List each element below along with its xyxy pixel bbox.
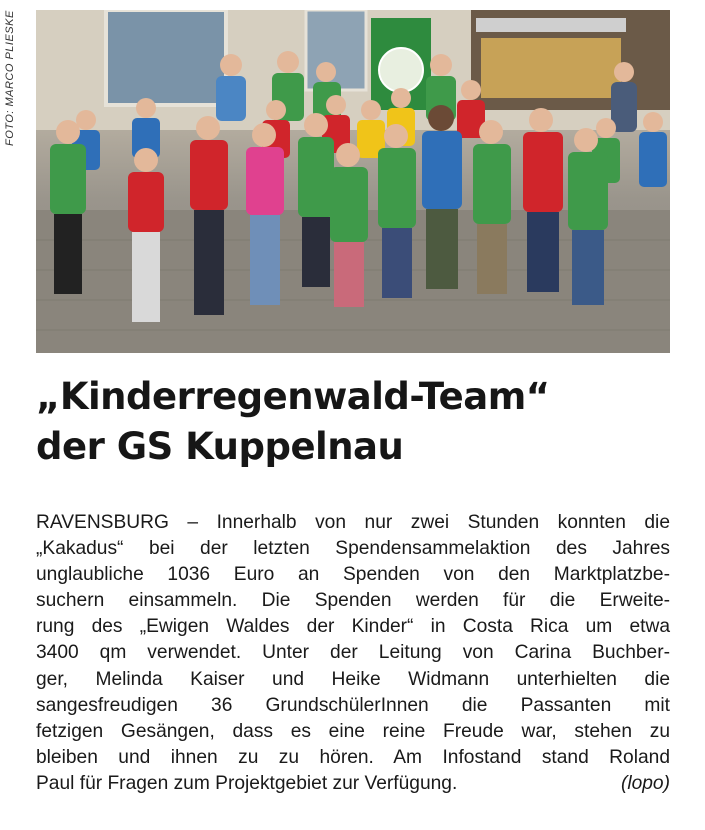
photo-credit: FOTO: MARCO PLIESKE [4,10,16,146]
headline-line-1: „Kinderregenwald-Team“ [36,375,550,418]
article-line: „Kakadus“ bei der letzten Spendensammelaktion des Jahres [36,538,670,560]
headline-line-2: der GS Kuppelnau [36,425,404,468]
article-line: fetzigen Gesängen, dass es eine reine Freude war, stehen zu [36,720,670,742]
article-line: RAVENSBURG – Innerhalb von nur zwei Stunden konnten die [36,512,670,533]
author-signoff: (lopo) [620,772,670,794]
article-line: suchern einsammeln. Die Spenden werden für die Erweite- [36,590,670,612]
article-body [36,510,670,797]
article-line: bleiben und ihnen zu zu hören. Am Infostand stand Roland [36,746,670,768]
group-photo [36,10,670,353]
article-line: unglaubliche 1036 Euro an Spenden von den Marktplatzbe- [36,564,670,586]
article-line: rung des „Ewigen Waldes der Kinder“ in Costa Rica um etwa [36,616,670,638]
article-last-line [36,771,670,797]
article-line: Paul für Fragen zum Projektgebiet zur Verfügung. [36,772,458,794]
article-line: ger, Melinda Kaiser und Heike Widmann unterhielten die [36,668,670,690]
article-line: 3400 qm verwendet. Unter der Leitung von Carina Buchber- [36,642,670,664]
article-line: sangesfreudigen 36 GrundschülerInnen die Passanten mit [36,694,670,716]
article-headline [36,372,686,472]
